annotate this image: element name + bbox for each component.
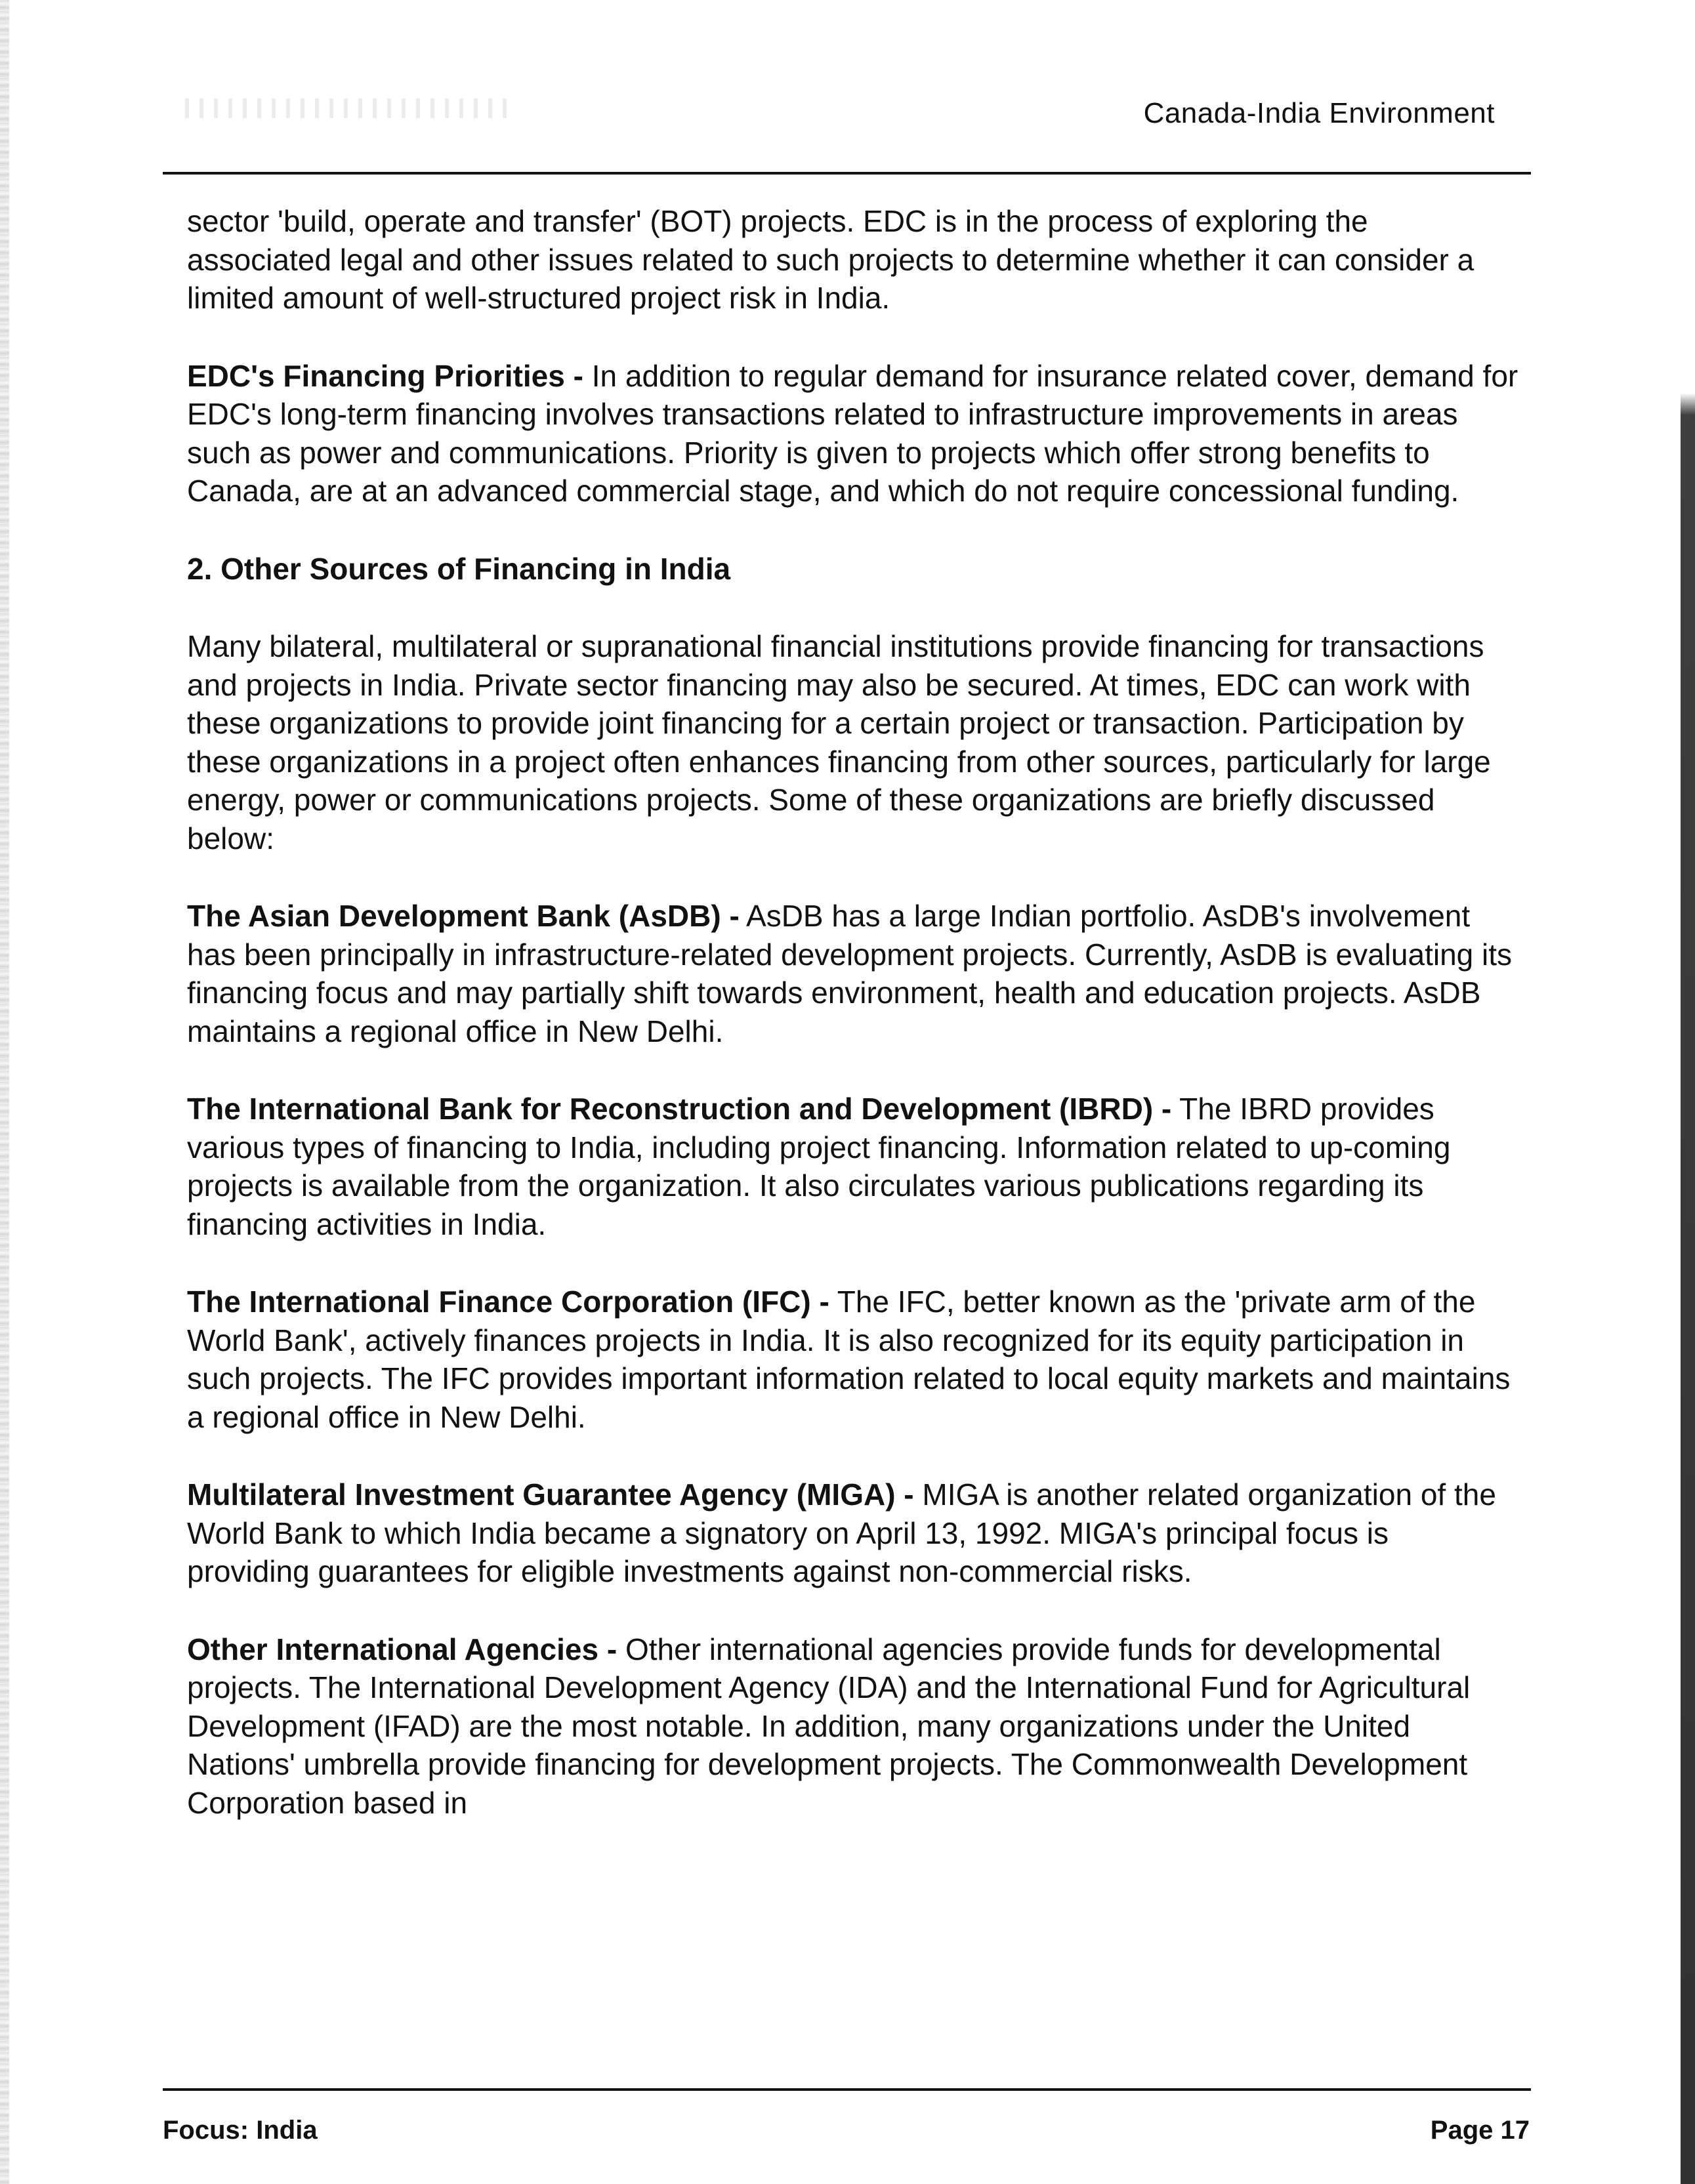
lead-ifc: The International Finance Corporation (IFC) - — [187, 1285, 829, 1319]
text-edc-priorities: In addition to regular demand for insurance related cover, demand for EDC's long-term financing involves transactions related to infrastructure improvements in areas such as power and communications. Priority is given to projects which offer strong benefits to Canada, are at an advanced commercial stage, and which do not require concessional funding. — [187, 358, 1518, 508]
text-miga: MIGA is another related organization of the World Bank to which India became a signatory on April 13, 1992. MIGA's principal focus is providing guarantees for eligible investments against non-commercial risks. — [187, 1477, 1496, 1588]
paragraph-ibrd — [187, 1090, 1519, 1243]
lead-asdb: The Asian Development Bank (AsDB) - — [187, 899, 740, 933]
footer-rule — [163, 2088, 1531, 2091]
text-ibrd: The IBRD provides various types of financing to India, including project financing. Information related to up-coming projects is available from the organization. It also circulates various publications regarding its financing activities in India. — [187, 1092, 1451, 1241]
paragraph-bot-projects: sector 'build, operate and transfer' (BOT) projects. EDC is in the process of exploring the associated legal and other issues related to such projects to determine whether it can consider a limited amount of well-structured project risk in India. — [187, 204, 1475, 315]
scan-left-edge — [0, 0, 9, 2184]
paragraph-ifc — [187, 1283, 1519, 1436]
lead-other-agencies: Other International Agencies - — [187, 1632, 617, 1666]
lead-edc-priorities: EDC's Financing Priorities - — [187, 358, 583, 393]
text-asdb: AsDB has a large Indian portfolio. AsDB's involvement has been principally in infrastructure-related development projects. Currently, AsDB is evaluating its financing focus and may partially shift towards environment, health and education projects. AsDB maintains a regional office in New Delhi. — [187, 899, 1513, 1048]
footer-publication: Focus: India — [163, 2116, 318, 2145]
paragraph-miga — [187, 1475, 1519, 1591]
paragraph-other-sources: Many bilateral, multilateral or supranational financial institutions provide financing for transactions and projects in India. Private sector financing may also be secured. At times, EDC can work with these organizations to provide joint financing for a certain project or transaction. Participation by these organizations in a project often enhances financing from other sources, particularly for large energy, power or communications projects. Some of these organizations are briefly discussed below: — [187, 629, 1491, 855]
running-header-title: Canada-India Environment — [1143, 97, 1495, 129]
paragraph-other-agencies — [187, 1630, 1519, 1823]
paragraph-edc-priorities — [187, 357, 1519, 510]
paragraph-asdb — [187, 897, 1519, 1050]
main-text — [187, 202, 1519, 1861]
text-other-agencies: Other international agencies provide funds for developmental projects. The International Development Agency (IDA) and the International Fund for Agricultural Development (IFAD) are the most notable. In addition, many organizations under the United Nations' umbrella provide financing for development projects. The Commonwealth Development Corporation based in — [187, 1632, 1471, 1820]
header-scan-artifact — [185, 98, 513, 118]
lead-ibrd: The International Bank for Reconstruction and Development (IBRD) - — [187, 1092, 1172, 1126]
text-ifc: The IFC, better known as the 'private arm of the World Bank', actively finances projects in India. It is also recognized for its equity participation in such projects. The IFC provides important information related to local equity markets and maintains a regional office in New Delhi. — [187, 1285, 1511, 1434]
section-heading: 2. Other Sources of Financing in India — [187, 551, 731, 586]
scan-right-edge — [1681, 0, 1695, 2184]
header-rule — [163, 172, 1531, 175]
page-number: Page 17 — [1430, 2116, 1530, 2145]
lead-miga: Multilateral Investment Guarantee Agency (MIGA) - — [187, 1477, 914, 1512]
